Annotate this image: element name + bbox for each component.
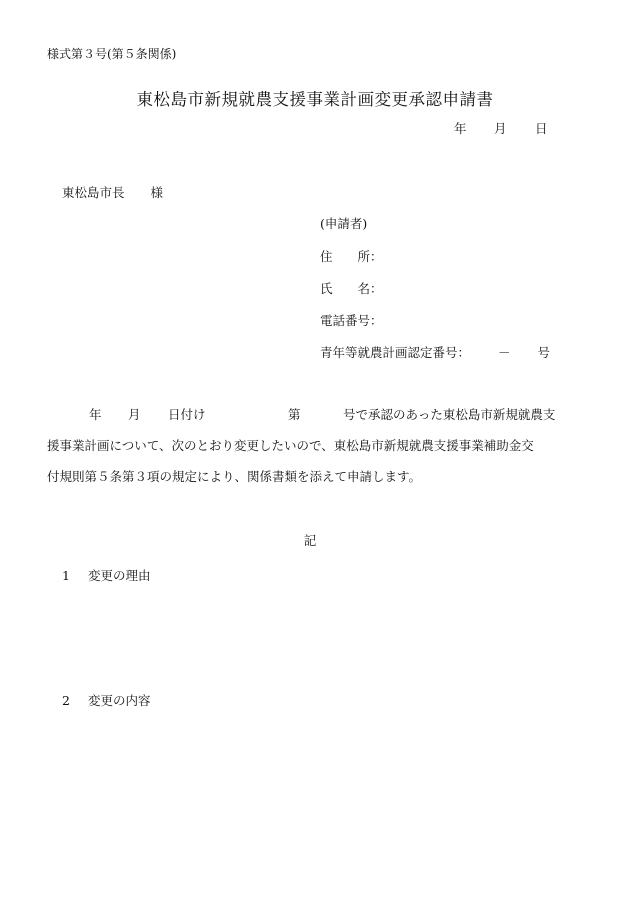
date-year-label: 年 bbox=[454, 121, 467, 136]
addressee-name: 東松島市長 bbox=[62, 185, 125, 200]
body-month-label: 月 bbox=[128, 407, 141, 422]
document-title: 東松島市新規就農支援事業計画変更承認申請書 bbox=[136, 90, 494, 109]
item-label: 変更の内容 bbox=[87, 693, 151, 708]
ki-heading: 記 bbox=[303, 533, 317, 548]
addressee-honorific: 様 bbox=[150, 185, 164, 200]
certification-suffix: 号 bbox=[537, 345, 551, 360]
body-line2: 援事業計画について、次のとおり変更したいので、東松島市新規就農支援事業補助金交 bbox=[47, 438, 534, 453]
phone-label: 電話番号： bbox=[320, 313, 383, 328]
date-day-label: 日 bbox=[535, 121, 548, 136]
name-label: 氏 名： bbox=[320, 281, 383, 296]
addressee bbox=[62, 183, 163, 201]
address-label: 住 所： bbox=[320, 249, 383, 264]
item-change-content bbox=[62, 691, 150, 709]
body-dai-label: 第 bbox=[288, 407, 301, 422]
body-line1-rest: 号で承認のあった東松島市新規就農支 bbox=[343, 407, 556, 422]
certification-label-text: 青年等就農計画認定番号： bbox=[320, 345, 471, 360]
item-change-reason bbox=[62, 566, 150, 584]
certification-number-label bbox=[320, 343, 550, 361]
body-year-label: 年 bbox=[89, 407, 102, 422]
item-number: 2 bbox=[62, 693, 70, 708]
form-number: 様式第３号(第５条関係) bbox=[47, 47, 177, 61]
item-number: 1 bbox=[62, 568, 70, 583]
item-label: 変更の理由 bbox=[87, 568, 151, 583]
certification-dash: － bbox=[498, 345, 511, 360]
applicant-heading: (申請者) bbox=[320, 216, 368, 231]
body-day-label: 日付け bbox=[168, 407, 206, 422]
body-line3: 付規則第５条第３項の規定により、関係書類を添えて申請します。 bbox=[47, 469, 422, 484]
date-month-label: 月 bbox=[494, 121, 507, 136]
